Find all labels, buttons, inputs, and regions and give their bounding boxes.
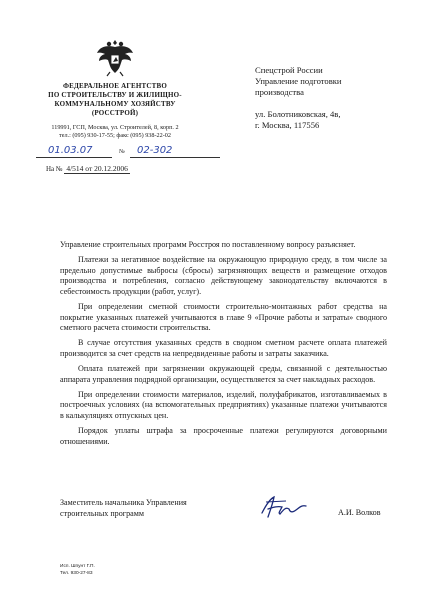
signatory-title-line: строительных программ — [60, 508, 144, 518]
recipient-address-line: ул. Болотниковская, 4в, — [255, 109, 341, 119]
agency-line: КОММУНАЛЬНОМУ ХОЗЯЙСТВУ — [54, 100, 176, 108]
number-label: № — [119, 149, 125, 155]
body-paragraph: Порядок уплаты штрафа за просроченные платежи регулируются договорными отношениями. — [60, 425, 387, 446]
recipient-block — [255, 65, 415, 131]
address-line: 119991, ГСП, Москва, ул. Строителей, 8, корп. 2 — [51, 124, 179, 131]
incoming-prefix: На № — [46, 165, 63, 173]
letter-body — [60, 240, 387, 452]
incoming-reference — [46, 164, 130, 173]
body-paragraph: При определении стоимости материалов, изделий, полуфабрикатов, изготавливаемых в построечных условиях (на вспомогательных предприятиях) указанные платежи учитываются в калькуляциях отпускных цен. — [60, 389, 387, 420]
body-paragraph: Платежи за негативное воздействие на окружающую природную среду, в том числе за предельно допустимые выбросы (сбросы) загрязняющих веществ и размещение отходов производства и потребления, согласно действующему законодательству включаются в себестоимость продукции (работ, услуг). — [60, 255, 387, 296]
coat-of-arms-icon — [94, 36, 136, 78]
executor-info — [60, 564, 95, 577]
signatory-name: А.И. Волков — [338, 508, 381, 517]
agency-address — [20, 124, 210, 140]
executor-phone: Тел. 930-27-83 — [60, 570, 93, 576]
handwritten-signature — [256, 493, 316, 521]
outgoing-number: 02-302 — [137, 145, 173, 156]
date-underline — [36, 157, 112, 158]
body-paragraph: Оплата платежей при загрязнении окружающей среды, связанной с деятельностью аппарата управления подрядной организации, осуществляется за счет накладных расходов. — [60, 363, 387, 384]
signatory-title-line: Заместитель начальника Управления — [60, 498, 187, 507]
agency-line: (РОССТРОЙ) — [91, 109, 139, 117]
outgoing-reference — [36, 145, 236, 159]
agency-line: ФЕДЕРАЛЬНОЕ АГЕНТСТВО — [62, 82, 168, 90]
agency-line: ПО СТРОИТЕЛЬСТВУ И ЖИЛИЩНО- — [48, 91, 182, 99]
body-paragraph: Управление строительных программ Росстроя по поставленному вопросу разъясняет. — [60, 240, 356, 249]
incoming-ref-value: 4/514 от 20.12.2006 — [66, 164, 128, 173]
agency-name — [20, 82, 210, 118]
signatory-title — [60, 498, 187, 519]
body-paragraph: В случае отсутствия указанных средств в сводном сметном расчете оплата платежей производится за счет средств на непредвиденные работы и затраты заказчика. — [60, 338, 387, 358]
outgoing-date: 01.03.07 — [48, 145, 93, 156]
number-underline — [130, 157, 220, 158]
contact-line: тел.: (095) 930-17-55; факс (095) 938-22-02 — [59, 132, 171, 139]
recipient-line: производства — [255, 87, 304, 97]
recipient-line: Спецстрой России — [255, 65, 323, 75]
recipient-address-line: г. Москва, 117556 — [255, 120, 320, 130]
body-paragraph: При определении сметной стоимости строительно-монтажных работ средства на покрытие указанных платежей учитываются в главе 9 «Прочие работы и затраты» сводного сметного расчета стоимости строительства. — [60, 301, 387, 333]
recipient-line: Управление подготовки — [255, 76, 342, 86]
executor-name: Исп. Шпунт Г.П. — [60, 564, 95, 569]
